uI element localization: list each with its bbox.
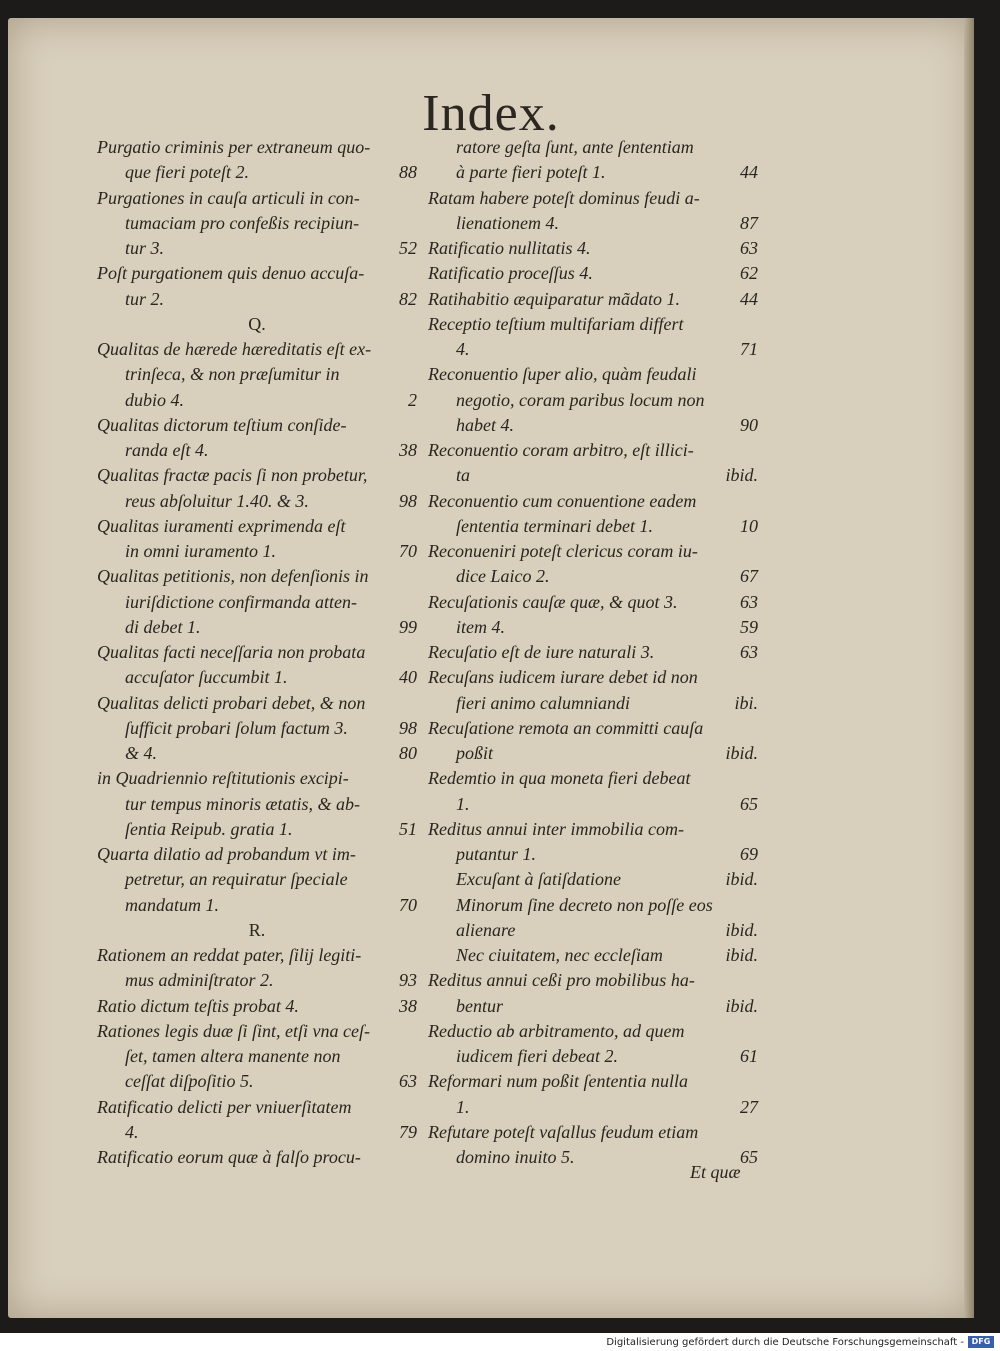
index-entry-line <box>428 564 758 589</box>
page-reference: 63 <box>399 1071 417 1092</box>
index-entry-line <box>428 741 758 766</box>
index-entry-line <box>428 236 758 261</box>
entry-text: negotio, coram paribus locum non <box>456 389 705 410</box>
entry-text: tur 3. <box>125 238 165 258</box>
page-reference: 71 <box>740 339 758 359</box>
page-reference: 67 <box>740 566 758 587</box>
entry-text: Reformari num poßit ſententia nulla <box>428 1071 688 1092</box>
entry-text: Reconuentio coram arbitro, eſt illici- <box>428 440 694 460</box>
index-entry-line <box>428 1095 758 1120</box>
entry-text: Qualitas petitionis, non defenſionis in <box>97 566 369 587</box>
index-entry-line <box>428 211 758 236</box>
entry-text: Recuſatione remota an committi cauſa <box>428 717 704 738</box>
index-entry-line <box>428 867 758 892</box>
index-entry-line <box>428 186 758 211</box>
index-entry-line <box>97 186 417 211</box>
page-reference: ibid. <box>725 465 758 486</box>
entry-text: Purgatio criminis per extraneum quo- <box>97 137 371 157</box>
page-reference: 65 <box>740 1147 758 1167</box>
entry-text: habet 4. <box>456 414 514 435</box>
index-entry-line <box>428 362 758 387</box>
entry-text: que fieri poteſt 2. <box>125 162 249 183</box>
entry-text: mus adminiſtrator 2. <box>125 970 274 991</box>
entry-text: Refutare poteſt vaſallus feudum etiam <box>428 1121 699 1142</box>
entry-text: Receptio teſtium multifariam differt <box>428 313 684 334</box>
page-reference: ibid. <box>725 945 758 965</box>
page-reference: 51 <box>399 818 417 839</box>
index-entry-line <box>97 1069 417 1094</box>
entry-text: Reconuentio cum conuentione eadem <box>428 490 697 511</box>
index-entry-line <box>97 893 417 918</box>
index-entry-line <box>428 312 758 337</box>
page-reference: 99 <box>399 616 417 637</box>
index-entry-line <box>97 741 417 766</box>
entry-text: ſet, tamen altera manente non <box>125 1046 341 1066</box>
entry-text: 1. <box>456 793 470 814</box>
page-reference: 62 <box>740 263 758 284</box>
page-reference: 80 <box>399 743 417 763</box>
entry-text: Recuſationis cauſæ quæ, & quot 3. <box>428 591 678 612</box>
entry-text: Quarta dilatio ad probandum vt im- <box>97 844 356 864</box>
page-reference: 27 <box>740 1096 758 1117</box>
index-entry-line <box>428 590 758 615</box>
index-entry-line <box>97 994 417 1019</box>
entry-text: & 4. <box>125 743 158 763</box>
index-entry-line <box>97 792 417 817</box>
index-entry-line <box>97 463 417 488</box>
entry-text: ſufficit probari ſolum factum 3. <box>125 717 348 738</box>
index-entry-line <box>428 766 758 791</box>
index-entry-line <box>97 766 417 791</box>
index-entry-line <box>428 1120 758 1145</box>
page-reference: 63 <box>740 238 758 258</box>
entry-text: Recuſans iudicem iurare debet id non <box>428 667 698 688</box>
index-entry-line <box>428 842 758 867</box>
entry-text: dice Laico 2. <box>456 566 550 587</box>
page-reference: 52 <box>399 238 417 258</box>
page-reference: ibid. <box>725 995 758 1016</box>
index-entry-line <box>97 413 417 438</box>
index-entry-line <box>97 160 417 185</box>
entry-text: Reconuentio ſuper alio, quàm feudali <box>428 364 697 385</box>
index-entry-line <box>97 867 417 892</box>
entry-text: Excuſant à ſatiſdatione <box>456 869 621 890</box>
entry-text: Qualitas delicti probari debet, & non <box>97 692 366 713</box>
page-reference: 87 <box>740 212 758 233</box>
index-entry-line <box>428 135 758 160</box>
entry-text: tur 2. <box>125 288 165 309</box>
entry-text: Ratificatio delicti per vniuerſitatem <box>97 1096 352 1117</box>
entry-text: Q. <box>248 313 266 334</box>
entry-text: ſententia terminari debet 1. <box>456 515 653 536</box>
page-reference: 79 <box>399 1121 417 1142</box>
index-entry-line <box>428 539 758 564</box>
entry-text: ta <box>456 465 471 486</box>
entry-text: Ratihabitio æquiparatur mãdato 1. <box>428 288 681 309</box>
entry-text: accuſator ſuccumbit 1. <box>125 667 288 688</box>
page-reference: 82 <box>399 288 417 309</box>
index-entry-line <box>428 413 758 438</box>
index-entry-line <box>97 135 417 160</box>
index-entry-line <box>428 1069 758 1094</box>
entry-text: tur tempus minoris ætatis, & ab- <box>125 793 361 814</box>
section-letter <box>97 312 417 337</box>
index-entry-line <box>428 640 758 665</box>
entry-text: Recuſatio eſt de iure naturali 3. <box>428 642 655 662</box>
entry-text: Qualitas fractæ pacis ſi non probetur, <box>97 465 368 486</box>
page-reference: 90 <box>740 414 758 435</box>
index-entry-line <box>428 918 758 943</box>
entry-text: 4. <box>456 339 470 359</box>
page-reference: 93 <box>399 970 417 991</box>
index-entry-line <box>97 943 417 968</box>
entry-text: mandatum 1. <box>125 894 219 915</box>
index-entry-line <box>97 362 417 387</box>
index-entry-line <box>428 337 758 362</box>
index-entry-line <box>428 716 758 741</box>
entry-text: reus abſoluitur 1.40. & 3. <box>125 490 309 511</box>
index-entry-line <box>97 1120 417 1145</box>
entry-text: iudicem fieri debeat 2. <box>456 1046 618 1066</box>
index-entry-line <box>97 564 417 589</box>
entry-text: R. <box>248 919 266 940</box>
entry-text: randa eſt 4. <box>125 440 209 460</box>
index-entry-line <box>97 337 417 362</box>
index-entry-line <box>428 514 758 539</box>
page-reference: 70 <box>399 541 417 561</box>
index-entry-line <box>428 160 758 185</box>
entry-text: Redemtio in qua moneta fieri debeat <box>428 768 691 789</box>
page-reference: ibid. <box>725 869 758 890</box>
entry-text: Minorum ſine decreto non poſſe eos <box>456 894 713 915</box>
entry-text: Qualitas de hærede hæreditatis eſt ex- <box>97 339 372 359</box>
page-reference: 38 <box>399 440 417 460</box>
index-entry-line <box>428 615 758 640</box>
entry-text: Reditus annui ceßi pro mobilibus ha- <box>428 970 695 991</box>
entry-text: putantur 1. <box>456 844 537 864</box>
index-column-left <box>97 135 417 1170</box>
index-column-right <box>428 135 758 1170</box>
entry-text: di debet 1. <box>125 616 201 637</box>
index-entry-line <box>428 489 758 514</box>
entry-text: alienare <box>456 919 516 940</box>
index-entry-line <box>428 968 758 993</box>
index-entry-line <box>428 792 758 817</box>
index-entry-line <box>428 388 758 413</box>
index-entry-line <box>97 691 417 716</box>
index-entry-line <box>97 261 417 286</box>
entry-text: ceſſat diſpoſitio 5. <box>125 1071 254 1092</box>
entry-text: Ratificatio proceſſus 4. <box>428 263 593 284</box>
entry-text: Ratam habere poteſt dominus feudi a- <box>428 187 700 208</box>
dfg-logo-icon: DFG <box>968 1336 994 1348</box>
index-entry-line <box>428 943 758 968</box>
entry-text: Ratificatio eorum quæ à falſo procu- <box>97 1147 361 1167</box>
index-entry-line <box>97 640 417 665</box>
entry-text: Poſt purgationem quis denuo accuſa- <box>97 263 365 284</box>
entry-text: Rationem an reddat pater, ſilij legiti- <box>97 945 362 965</box>
index-entry-line <box>97 716 417 741</box>
page-reference: 59 <box>740 616 758 637</box>
entry-text: domino inuito 5. <box>456 1147 575 1167</box>
section-letter <box>97 918 417 943</box>
entry-text: tumaciam pro confeßis recipiun- <box>125 212 360 233</box>
index-entry-line <box>97 539 417 564</box>
entry-text: dubio 4. <box>125 389 185 410</box>
entry-text: trinſeca, & non præſumitur in <box>125 364 340 385</box>
index-entry-line <box>97 1095 417 1120</box>
index-entry-line <box>97 615 417 640</box>
index-entry-line <box>97 438 417 463</box>
index-entry-line <box>428 287 758 312</box>
page-reference: ibi. <box>734 692 758 713</box>
entry-text: Ratio dictum teſtis probat 4. <box>97 995 299 1016</box>
page-reference: 2 <box>408 389 417 410</box>
index-entry-line <box>97 665 417 690</box>
index-entry-line <box>428 1019 758 1044</box>
index-entry-line <box>97 489 417 514</box>
entry-text: ſentia Reipub. gratia 1. <box>125 818 293 839</box>
entry-text: Reditus annui inter immobilia com- <box>428 818 684 839</box>
entry-text: item 4. <box>456 616 505 637</box>
entry-text: in omni iuramento 1. <box>125 541 276 561</box>
index-entry-line <box>97 287 417 312</box>
page-reference: 88 <box>399 162 417 183</box>
page-reference: ibid. <box>725 919 758 940</box>
page-reference: 63 <box>740 591 758 612</box>
entry-text: Reductio ab arbitramento, ad quem <box>428 1020 685 1041</box>
entry-text: Qualitas dictorum teſtium conſide- <box>97 414 347 435</box>
page-reference: 40 <box>399 667 417 688</box>
entry-text: lienationem 4. <box>456 212 559 233</box>
page-reference: 65 <box>740 793 758 814</box>
index-entry-line <box>428 994 758 1019</box>
page-reference: 69 <box>740 844 758 864</box>
entry-text: in Quadriennio reſtitutionis excipi- <box>97 768 349 789</box>
entry-text: iuriſdictione confirmanda atten- <box>125 591 357 612</box>
index-entry-line <box>97 590 417 615</box>
page-reference: 44 <box>740 162 758 183</box>
entry-text: bentur <box>456 995 503 1016</box>
index-entry-line <box>97 968 417 993</box>
page-reference: 98 <box>399 717 417 738</box>
index-entry-line <box>428 1044 758 1069</box>
entry-text: poßit <box>456 743 494 763</box>
page-reference: 44 <box>740 288 758 309</box>
page-reference: 38 <box>399 995 417 1016</box>
index-entry-line <box>97 1019 417 1044</box>
entry-text: 1. <box>456 1096 470 1117</box>
index-entry-line <box>97 817 417 842</box>
index-entry-line <box>428 893 758 918</box>
page-reference: 98 <box>399 490 417 511</box>
index-entry-line <box>428 261 758 286</box>
entry-text: ratore geſta ſunt, ante ſententiam <box>456 137 694 157</box>
page-reference: 61 <box>740 1046 758 1066</box>
entry-text: Ratificatio nullitatis 4. <box>428 238 591 258</box>
index-entry-line <box>428 665 758 690</box>
entry-text: Qualitas iuramenti exprimenda eſt <box>97 515 346 536</box>
footer-credit: Digitalisierung gefördert durch die Deutsche Forschungsgemeinschaft - <box>606 1337 964 1348</box>
entry-text: Purgationes in cauſa articuli in con- <box>97 187 360 208</box>
index-entry-line <box>97 1044 417 1069</box>
index-entry-line <box>97 1145 417 1170</box>
page-reference: 70 <box>399 894 417 915</box>
page-reference: ibid. <box>725 743 758 763</box>
entry-text: Reconueniri poteſt clericus coram iu- <box>428 541 698 561</box>
index-entry-line <box>428 817 758 842</box>
entry-text: Nec ciuitatem, nec eccleſiam <box>456 945 663 965</box>
catchword: Et quæ <box>690 1162 741 1182</box>
entry-text: 4. <box>125 1121 139 1142</box>
index-entry-line <box>428 463 758 488</box>
entry-text: fieri animo calumniandi <box>456 692 630 713</box>
index-entry-line <box>97 211 417 236</box>
page-heading: Index. <box>422 85 560 142</box>
entry-text: petretur, an requiratur ſpeciale <box>125 869 348 890</box>
index-entry-line <box>97 236 417 261</box>
page-reference: 63 <box>740 642 758 662</box>
index-entry-line <box>97 842 417 867</box>
entry-text: Qualitas facti neceſſaria non probata <box>97 642 366 662</box>
index-entry-line <box>428 691 758 716</box>
index-entry-line <box>97 388 417 413</box>
entry-text: à parte fieri poteſt 1. <box>456 162 606 183</box>
page-reference: 10 <box>740 515 758 536</box>
index-entry-line <box>428 438 758 463</box>
index-entry-line <box>97 514 417 539</box>
entry-text: Rationes legis duæ ſi ſint, etſi vna ceſ- <box>97 1020 370 1041</box>
